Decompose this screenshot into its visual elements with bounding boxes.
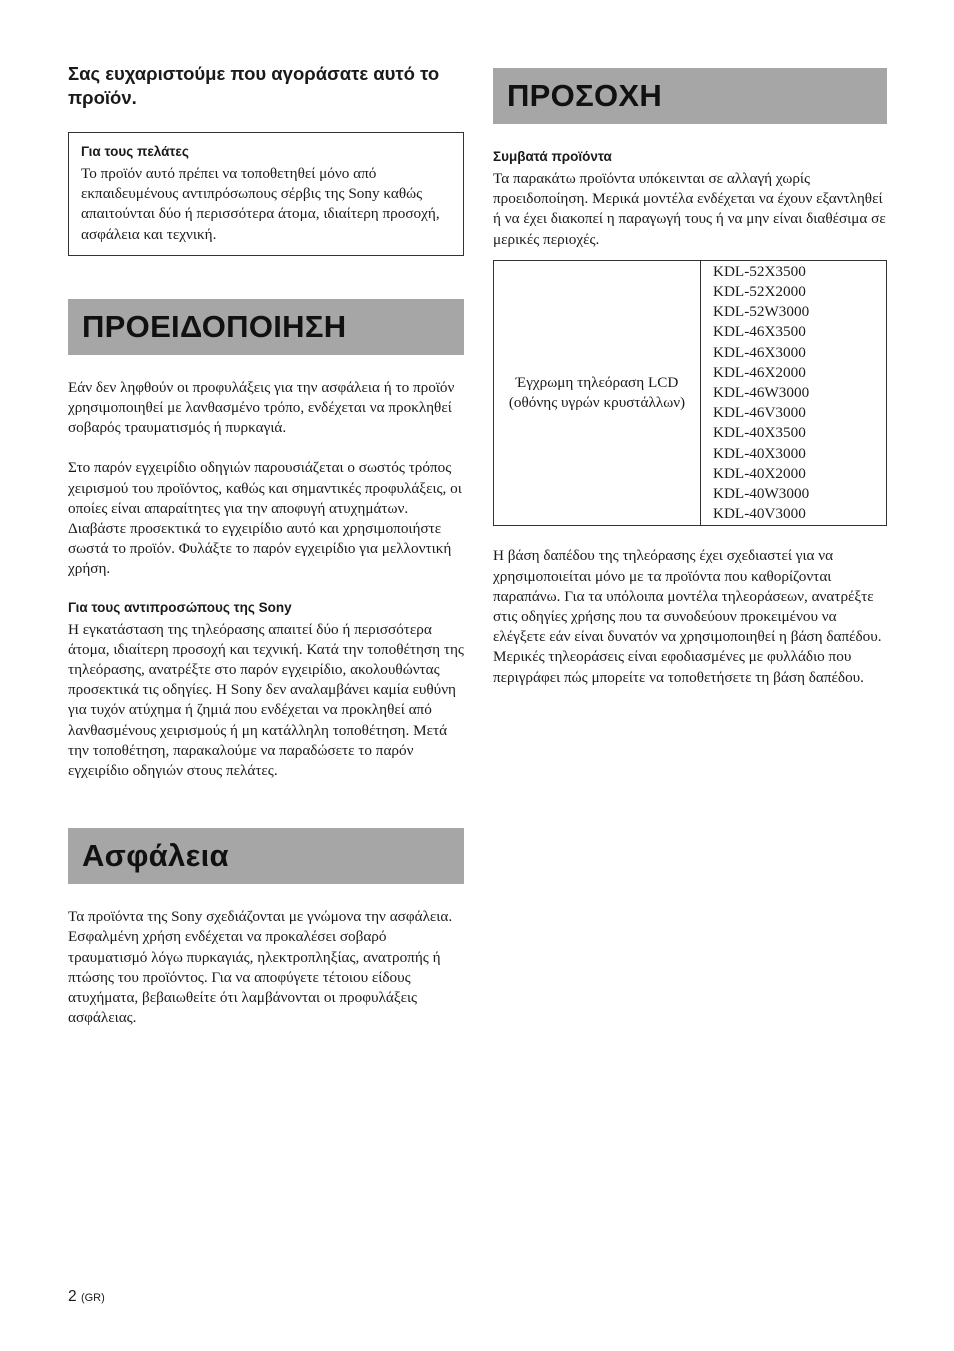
left-column xyxy=(68,62,464,1028)
safety-text: Τα προϊόντα της Sony σχεδιάζονται με γνώμονα την ασφάλεια. Εσφαλμένη χρήση ενδέχεται να προκαλέσει σοβαρό τραυματισμό λόγω πυρκαγιάς, ηλεκτροπληξίας, ανατροπής ή πτώσης του προϊόντος. Για να αποφύγετε τέτοιου είδους ατυχήματα, βεβαιωθείτε ότι λαμβάνονται οι προφυλάξεις ασφάλειας. xyxy=(68,908,453,1027)
right-column xyxy=(493,68,887,688)
model-item: KDL-52X2000 xyxy=(713,283,806,301)
model-item: KDL-46X3500 xyxy=(713,323,806,341)
model-item: KDL-46V3000 xyxy=(713,404,806,422)
language-code: (GR) xyxy=(80,1292,105,1304)
warning-title: ΠΡΟΕΙΔΟΠΟΙΗΣΗ xyxy=(82,308,347,344)
compatible-products-table xyxy=(493,260,887,527)
caution-title: ΠΡΟΣΟΧΗ xyxy=(507,78,663,113)
safety-banner xyxy=(68,828,464,884)
compatible-products-heading: Συμβατά προϊόντα xyxy=(493,149,612,164)
customers-text: Το προϊόν αυτό πρέπει να τοποθετηθεί μόνο από εκπαιδευμένους αντιπρόσωπους σέρβις της Sony καθώς απαιτούνται δύο ή περισσότερα άτομα, ιδιαίτερη προσοχή, ασφάλεια και τεχνική. xyxy=(81,165,440,243)
customers-heading: Για τους πελάτες xyxy=(81,144,189,159)
thank-you-heading: Σας ευχαριστούμε που αγοράσατε αυτό το προϊόν. xyxy=(68,63,440,108)
floor-stand-paragraph-1: Η βάση δαπέδου της τηλεόρασης έχει σχεδιαστεί για να χρησιμοποιείται μόνο με τα προϊόντα που καθορίζονται παραπάνω. Για τα υπόλοιπα μοντέλα τηλεοράσεων, ανατρέξτε στις οδηγίες χρήσης που τα συνοδεύουν προκειμένου να ελέγξετε εάν είναι δυνατόν να χρησιμοποιηθεί η βάση δαπέδου. xyxy=(493,547,882,646)
safety-title: Ασφάλεια xyxy=(82,838,229,874)
model-item: KDL-40X3000 xyxy=(713,444,806,462)
page-footer xyxy=(68,1288,105,1306)
product-type-cell: Έγχρωμη τηλεόραση LCD (οθόνης υγρών κρυστάλλων) xyxy=(494,260,701,526)
customers-notice-box xyxy=(68,132,464,256)
page-number: 2 xyxy=(68,1288,77,1305)
caution-banner xyxy=(493,68,887,124)
model-item: KDL-46X2000 xyxy=(713,363,806,381)
dealers-text: Η εγκατάσταση της τηλεόρασης απαιτεί δύο ή περισσότερα άτομα, ιδιαίτερη προσοχή και τεχνική. Κατά την τοποθέτηση της τηλεόρασης, ανατρέξτε στο παρόν εγχειρίδιο, ακολουθώντας προσεκτικά τις οδηγίες. Η Sony δεν αναλαμβάνει καμία ευθύνη για τυχόν ατύχημα ή ζημιά που ενδέχεται να προκληθεί από λανθασμένους χειρισμούς ή μη κατάλληλη τοποθέτηση. Μετά την τοποθέτηση, παρακαλούμε να παραδώσετε το παρόν εγχειρίδιο οδηγιών στους πελάτες. xyxy=(68,620,464,780)
model-item: KDL-46W3000 xyxy=(713,384,810,402)
models-cell xyxy=(701,260,887,526)
table-row xyxy=(494,260,887,526)
compatible-products-text: Τα παρακάτω προϊόντα υπόκεινται σε αλλαγή χωρίς προειδοποίηση. Μερικά μοντέλα ενδέχεται να έχουν εξαντληθεί ή να έχει διακοπεί η παραγωγή τους ή να μην είναι διαθέσιμα σε μερικές περιοχές. xyxy=(493,170,886,248)
model-item: KDL-40V3000 xyxy=(713,505,806,523)
floor-stand-paragraph-2: Μερικές τηλεοράσεις είναι εφοδιασμένες με φυλλάδιο που περιγράφει πώς μπορείτε να τοποθετήσετε τη βάση δαπέδου. xyxy=(493,648,864,686)
model-item: KDL-46X3000 xyxy=(713,343,806,361)
warning-banner xyxy=(68,299,464,355)
model-item: KDL-52X3500 xyxy=(713,262,806,280)
model-item: KDL-40X3500 xyxy=(713,424,806,442)
model-item: KDL-40W3000 xyxy=(713,485,810,503)
model-item: KDL-40X2000 xyxy=(713,464,806,482)
model-item: KDL-52W3000 xyxy=(713,303,810,321)
warning-paragraph-2: Στο παρόν εγχειρίδιο οδηγιών παρουσιάζεται ο σωστός τρόπος χειρισμού του προϊόντος, καθώς και σημαντικές προφυλάξεις, οι οποίες είναι απαραίτητες για την αποφυγή ατυχημάτων. Διαβάστε προσεκτικά το εγχειρίδιο αυτό και χρησιμοποιήστε σωστά το προϊόν. Φυλάξτε το παρόν εγχειρίδιο για μελλοντική χρήση. xyxy=(68,459,462,578)
warning-paragraph-1: Εάν δεν ληφθούν οι προφυλάξεις για την ασφάλεια ή το προϊόν χρησιμοποιηθεί με λανθασμένο τρόπο, ενδέχεται να προκληθεί σοβαρός τραυματισμός ή πυρκαγιά. xyxy=(68,378,455,437)
dealers-heading: Για τους αντιπροσώπους της Sony xyxy=(68,599,292,615)
